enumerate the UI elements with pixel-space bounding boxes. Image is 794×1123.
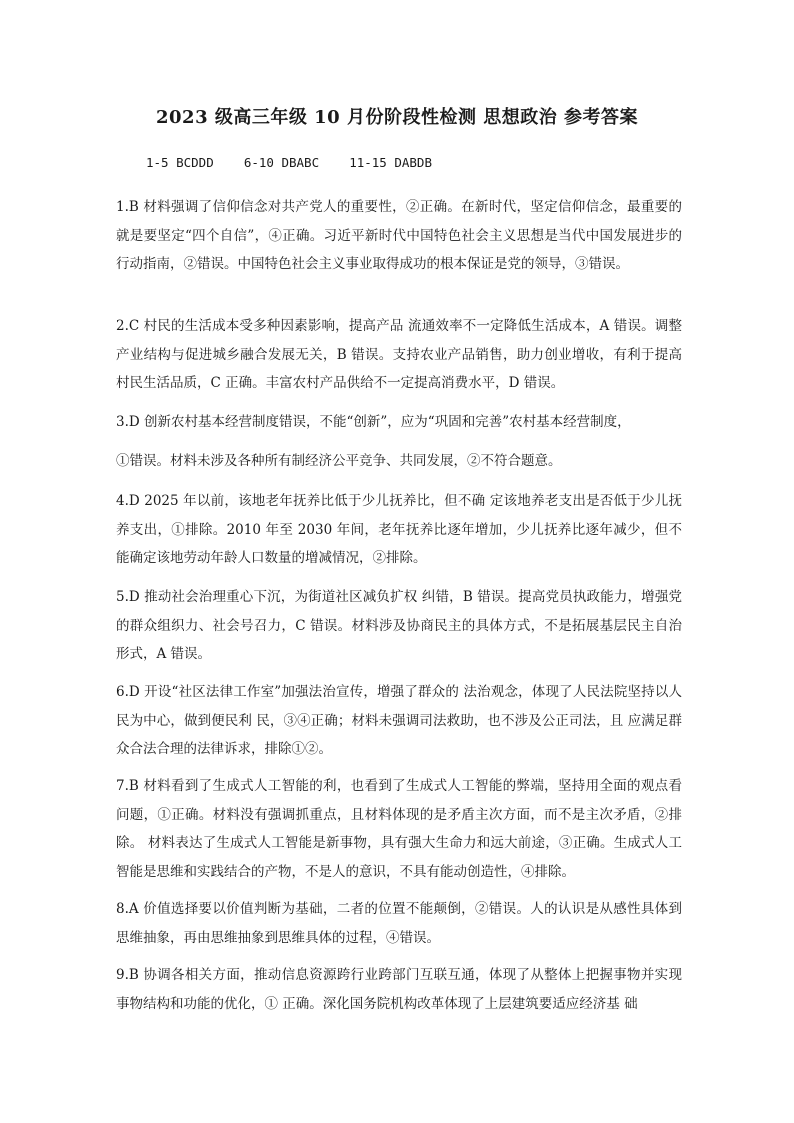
- explanation-8: 8.A 价值选择要以价值判断为基础，二者的位置不能颠倒，②错误。人的认识是从感性具体到思维抽象，再由思维抽象到思维具体的过程，④错误。: [116, 901, 682, 946]
- explanation-1: 1.B 材料强调了信仰信念对共产党人的重要性，②正确。在新时代，坚定信仰信念，最重要的就是要坚定“四个自信”，④正确。习近平新时代中国特色社会主义思想是当代中国发展进步的行动指南，②错误。中国特色社会主义事业取得成功的根本保证是党的领导，③错误。: [116, 199, 682, 272]
- explanation-3-continued: ①错误。材料未涉及各种所有制经济公平竞争、共同发展，②不符合题意。: [116, 453, 562, 469]
- page-title: 2023 级高三年级 10 月份阶段性检测 思想政治 参考答案: [156, 107, 638, 128]
- explanation-9: 9.B 协调各相关方面，推动信息资源跨行业跨部门互联互通，体现了从整体上把握事物并实现事物结构和功能的优化，① 正确。深化国务院机构改革体现了上层建筑要适应经济基 础: [116, 967, 682, 1012]
- explanation-2: 2.C 村民的生活成本受多种因素影响，提高产品 流通效率不一定降低生活成本，A 错误。调整产业结构与促进城乡融合发展无关，B 错误。支持农业产品销售，助力创业增收，有利于提高村民生活品质，C 正确。丰富农村产品供给不一定提高消费水平，D 错误。: [116, 318, 682, 391]
- explanation-6: 6.D 开设“社区法律工作室”加强法治宣传，增强了群众的 法治观念，体现了人民法院坚持以人民为中心，做到便民利 民，③④正确；材料未强调司法救助，也不涉及公正司法，且 应满足群众合法合理的法律诉求，排除①②。: [116, 684, 682, 757]
- explanation-3: 3.D 创新农村基本经营制度错误，不能“创新”，应为“巩固和完善”农村基本经营制度，: [116, 414, 631, 430]
- explanation-7: 7.B 材料看到了生成式人工智能的利，也看到了生成式人工智能的弊端，坚持用全面的观点看问题，①正确。材料没有强调抓重点，且材料体现的是矛盾主次方面，而不是主次矛盾，②排除。 材料表达了生成式人工智能是新事物，具有强大生命力和远大前途，③正确。生成式人工智能是思维和实践结合的产物，不是人的意识，不具有能动创造性，④排除。: [116, 778, 682, 880]
- explanation-5: 5.D 推动社会治理重心下沉，为街道社区减负扩权 纠错，B 错误。提高党员执政能力，增强党的群众组织力、社会号召力，C 错误。材料涉及协商民主的具体方式，不是拓展基层民主自治形式，A 错误。: [116, 589, 682, 662]
- answer-key: 1-5 BCDDD 6-10 DBABC 11-15 DABDB: [146, 155, 432, 170]
- explanation-4: 4.D 2025 年以前，该地老年抚养比低于少儿抚养比，但不确 定该地养老支出是否低于少儿抚养支出，①排除。2010 年至 2030 年间，老年抚养比逐年增加，少儿抚养比逐年减少，但不 能确定该地劳动年龄人口数量的增减情况，②排除。: [116, 493, 682, 566]
